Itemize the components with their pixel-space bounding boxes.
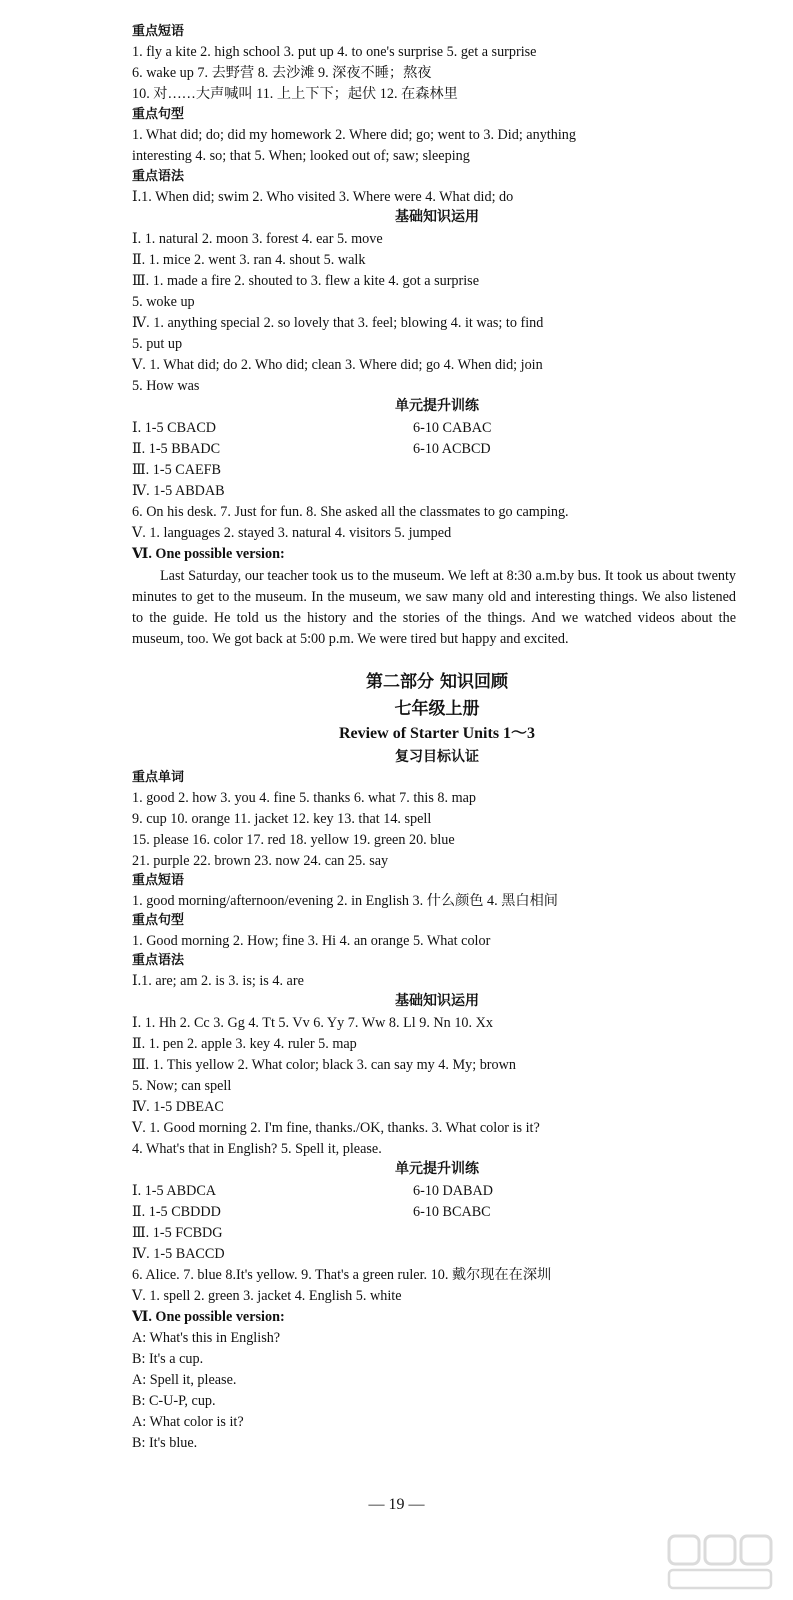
- grade-title: 七年级上册: [394, 699, 480, 719]
- dialogue-line: A: Spell it, please.: [132, 1372, 237, 1388]
- unit-row-right: 6-10 BCABC: [413, 1204, 491, 1220]
- key-sentences-heading: 重点句型: [132, 913, 185, 928]
- basic-line: Ⅰ. 1. Hh 2. Cc 3. Gg 4. Tt 5. Vv 6. Yy 7. Ww 8. Ll 9. Nn 10. Xx: [132, 1015, 493, 1031]
- basic-line: 5. put up: [132, 336, 183, 352]
- unit-row-left: Ⅲ. 1-5 FCBDG: [132, 1225, 223, 1241]
- section-title: 第二部分 知识回顾: [366, 672, 508, 692]
- unit-row-left: Ⅲ. 1-5 CAEFB: [132, 462, 221, 478]
- unit-row-left: Ⅰ. 1-5 CBACD: [132, 420, 217, 436]
- basic-line: 5. Now; can spell: [132, 1078, 232, 1094]
- words-line: 1. good 2. how 3. you 4. fine 5. thanks 6. what 7. this 8. map: [132, 790, 477, 806]
- dialogue-line: B: It's a cup.: [132, 1351, 204, 1367]
- unit-row-right: 6-10 CABAC: [413, 420, 492, 436]
- basic-line: 4. What's that in English? 5. Spell it, please.: [132, 1141, 382, 1157]
- page-number: — 19 —: [368, 1496, 425, 1513]
- phrases-line: 1. good morning/afternoon/evening 2. in English 3. 什么颜色 4. 黑白相间: [132, 893, 558, 909]
- basic-line: Ⅴ. 1. What did; do 2. Who did; clean 3. Where did; go 4. When did; join: [132, 357, 543, 373]
- unit-row-left: Ⅳ. 1-5 BACCD: [132, 1246, 225, 1262]
- sentences-line: 1. What did; do; did my homework 2. Where did; go; went to 3. Did; anything: [132, 127, 576, 143]
- sentences-line: 1. Good morning 2. How; fine 3. Hi 4. an orange 5. What color: [132, 933, 491, 949]
- one-possible-version-label: Ⅵ. One possible version:: [132, 1309, 285, 1325]
- key-words-heading: 重点单词: [132, 770, 185, 785]
- basic-line: Ⅴ. 1. Good morning 2. I'm fine, thanks./OK, thanks. 3. What color is it?: [132, 1120, 540, 1136]
- unit-row-left: Ⅱ. 1-5 CBDDD: [132, 1204, 221, 1220]
- basic-line: Ⅱ. 1. pen 2. apple 3. key 4. ruler 5. map: [132, 1036, 357, 1052]
- dialogue-line: A: What's this in English?: [132, 1330, 281, 1346]
- basic-line: Ⅰ. 1. natural 2. moon 3. forest 4. ear 5. move: [132, 231, 383, 247]
- phrases-line: 10. 对……大声喊叫 11. 上上下下；起伏 12. 在森林里: [132, 86, 458, 102]
- unit-more-line: Ⅴ. 1. languages 2. stayed 3. natural 4. visitors 5. jumped: [132, 525, 452, 541]
- dialogue-line: B: It's blue.: [132, 1435, 198, 1451]
- words-line: 21. purple 22. brown 23. now 24. can 25. say: [132, 853, 389, 869]
- phrases-line: 1. fly a kite 2. high school 3. put up 4. to one's surprise 5. get a surprise: [132, 44, 537, 60]
- unit-row-left: Ⅱ. 1-5 BBADC: [132, 441, 221, 457]
- basic-line: 5. How was: [132, 378, 200, 394]
- basic-line: Ⅳ. 1-5 DBEAC: [132, 1099, 224, 1115]
- dialogue-line: B: C-U-P, cup.: [132, 1393, 216, 1409]
- unit-row-right: 6-10 DABAD: [413, 1183, 493, 1199]
- words-line: 9. cup 10. orange 11. jacket 12. key 13. that 14. spell: [132, 811, 432, 827]
- key-phrases-heading: 重点短语: [132, 24, 185, 39]
- basic-line: Ⅲ. 1. This yellow 2. What color; black 3. can say my 4. My; brown: [132, 1057, 516, 1073]
- unit-more-line: Ⅴ. 1. spell 2. green 3. jacket 4. English 5. white: [132, 1288, 402, 1304]
- basic-line: 5. woke up: [132, 294, 195, 310]
- basic-knowledge-title: 基础知识运用: [395, 209, 479, 225]
- unit-row-left: Ⅰ. 1-5 ABDCA: [132, 1183, 217, 1199]
- unit-more-line: 6. Alice. 7. blue 8.It's yellow. 9. That's a green ruler. 10. 戴尔现在在深圳: [132, 1267, 552, 1283]
- sentences-line: interesting 4. so; that 5. When; looked out of; saw; sleeping: [132, 148, 470, 164]
- phrases-line: 6. wake up 7. 去野营 8. 去沙滩 9. 深夜不睡；熬夜: [132, 65, 432, 81]
- basic-line: Ⅲ. 1. made a fire 2. shouted to 3. flew a kite 4. got a surprise: [132, 273, 479, 289]
- unit-row-right: 6-10 ACBCD: [413, 441, 491, 457]
- unit-row-left: Ⅳ. 1-5 ABDAB: [132, 483, 225, 499]
- basic-line: Ⅱ. 1. mice 2. went 3. ran 4. shout 5. walk: [132, 252, 366, 268]
- review-title: Review of Starter Units 1～3: [338, 725, 536, 742]
- basic-knowledge-title: 基础知识运用: [395, 993, 479, 1009]
- unit-more-line: 6. On his desk. 7. Just for fun. 8. She asked all the classmates to go camping.: [132, 504, 569, 520]
- one-possible-version-label: Ⅵ. One possible version:: [132, 546, 285, 562]
- key-grammar-heading: 重点语法: [132, 169, 185, 184]
- sample-essay: Last Saturday, our teacher took us to the museum. We left at 8:30 a.m.by bus. It took us about twenty minutes to get to the museum. In the museum, we saw many old and interesting things. We also listened to the guide. He told us the history and the stories of the things. And we watched videos about the museum, too. We got back at 5:00 p.m. We were tired but happy and excited.: [132, 568, 736, 647]
- grammar-line: Ⅰ.1. When did; swim 2. Who visited 3. Where were 4. What did; do: [132, 189, 514, 205]
- basic-line: Ⅳ. 1. anything special 2. so lovely that 3. feel; blowing 4. it was; to find: [132, 315, 544, 331]
- grammar-line: Ⅰ.1. are; am 2. is 3. is; is 4. are: [132, 973, 304, 989]
- key-phrases-heading: 重点短语: [132, 873, 185, 888]
- dialogue-line: A: What color is it?: [132, 1414, 244, 1430]
- unit-training-title: 单元提升训练: [395, 398, 479, 414]
- watermark-logo: [665, 1532, 775, 1592]
- words-line: 15. please 16. color 17. red 18. yellow 19. green 20. blue: [132, 832, 455, 848]
- unit-training-title: 单元提升训练: [395, 1161, 479, 1177]
- review-goal-title: 复习目标认证: [395, 749, 479, 765]
- key-grammar-heading: 重点语法: [132, 953, 185, 968]
- key-sentences-heading: 重点句型: [132, 107, 185, 122]
